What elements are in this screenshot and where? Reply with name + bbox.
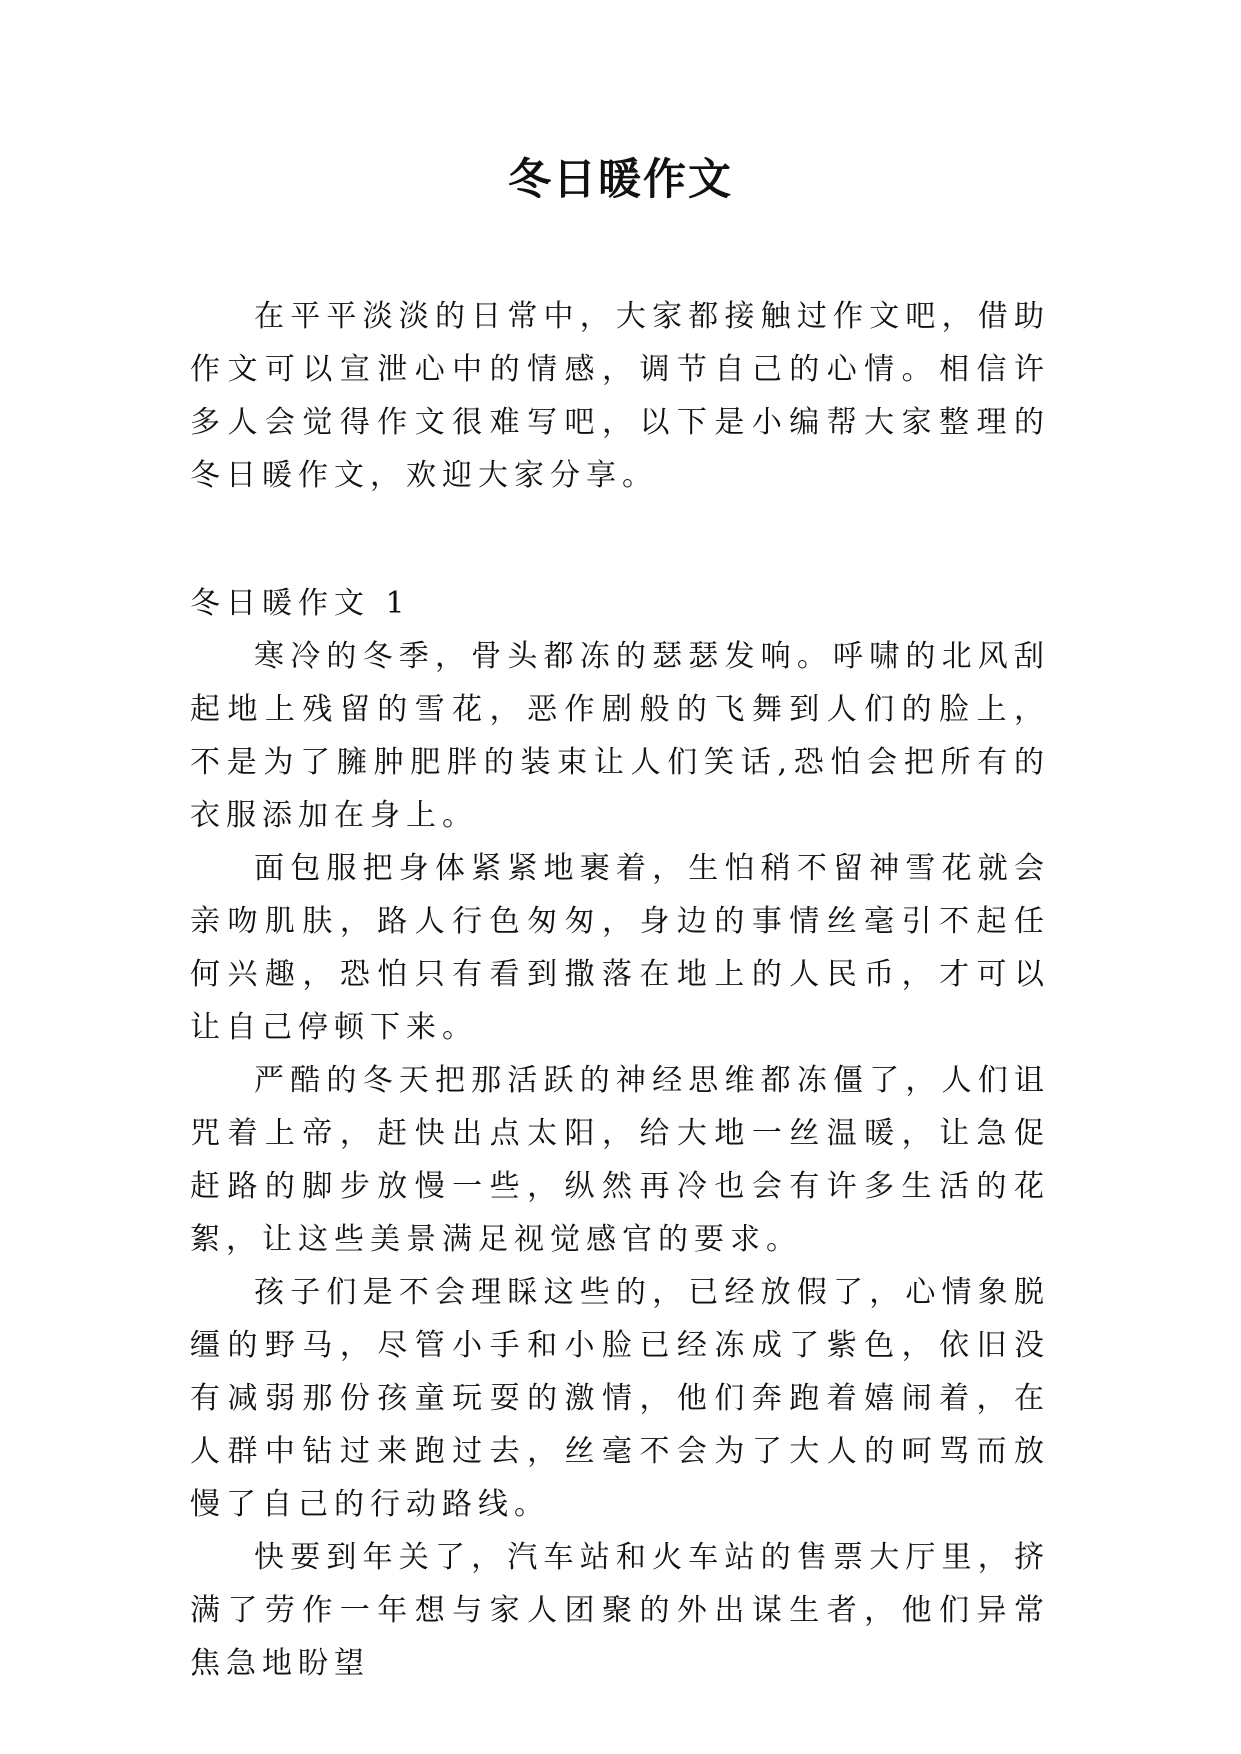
section-heading: 冬日暖作文 1 xyxy=(190,586,411,621)
essay-paragraph-2: 面包服把身体紧紧地裹着，生怕稍不留神雪花就会亲吻肌肤，路人行色匆匆，身边的事情丝毫引不起任何兴趣，恐怕只有看到撒落在地上的人民币，才可以让自己停顿下来。 xyxy=(190,851,1050,1045)
essay-paragraph-1: 寒冷的冬季，骨头都冻的瑟瑟发响。呼啸的北风刮起地上残留的雪花，恶作剧般的飞舞到人们的脸上，不是为了臃肿肥胖的装束让人们笑话,恐怕会把所有的衣服添加在身上。 xyxy=(190,639,1050,833)
essay-paragraph-4: 孩子们是不会理睬这些的，已经放假了，心情象脱缰的野马，尽管小手和小脸已经冻成了紫色，依旧没有减弱那份孩童玩耍的激情，他们奔跑着嬉闹着，在人群中钻过来跑过去，丝毫不会为了大人的呵骂而放慢了自己的行动路线。 xyxy=(190,1275,1050,1522)
essay-paragraph-3: 严酷的冬天把那活跃的神经思维都冻僵了，人们诅咒着上帝，赶快出点太阳，给大地一丝温暖，让急促赶路的脚步放慢一些，纵然再冷也会有许多生活的花絮，让这些美景满足视觉感官的要求。 xyxy=(190,1063,1050,1257)
document-title: 冬日暖作文 xyxy=(508,155,733,205)
intro-section xyxy=(190,290,1050,502)
essay-section xyxy=(190,577,1050,1690)
intro-paragraph: 在平平淡淡的日常中，大家都接触过作文吧，借助作文可以宣泄心中的情感，调节自己的心情。相信许多人会觉得作文很难写吧，以下是小编帮大家整理的冬日暖作文，欢迎大家分享。 xyxy=(190,299,1050,493)
essay-paragraph-5: 快要到年关了，汽车站和火车站的售票大厅里，挤满了劳作一年想与家人团聚的外出谋生者，他们异常焦急地盼望 xyxy=(190,1540,1050,1681)
